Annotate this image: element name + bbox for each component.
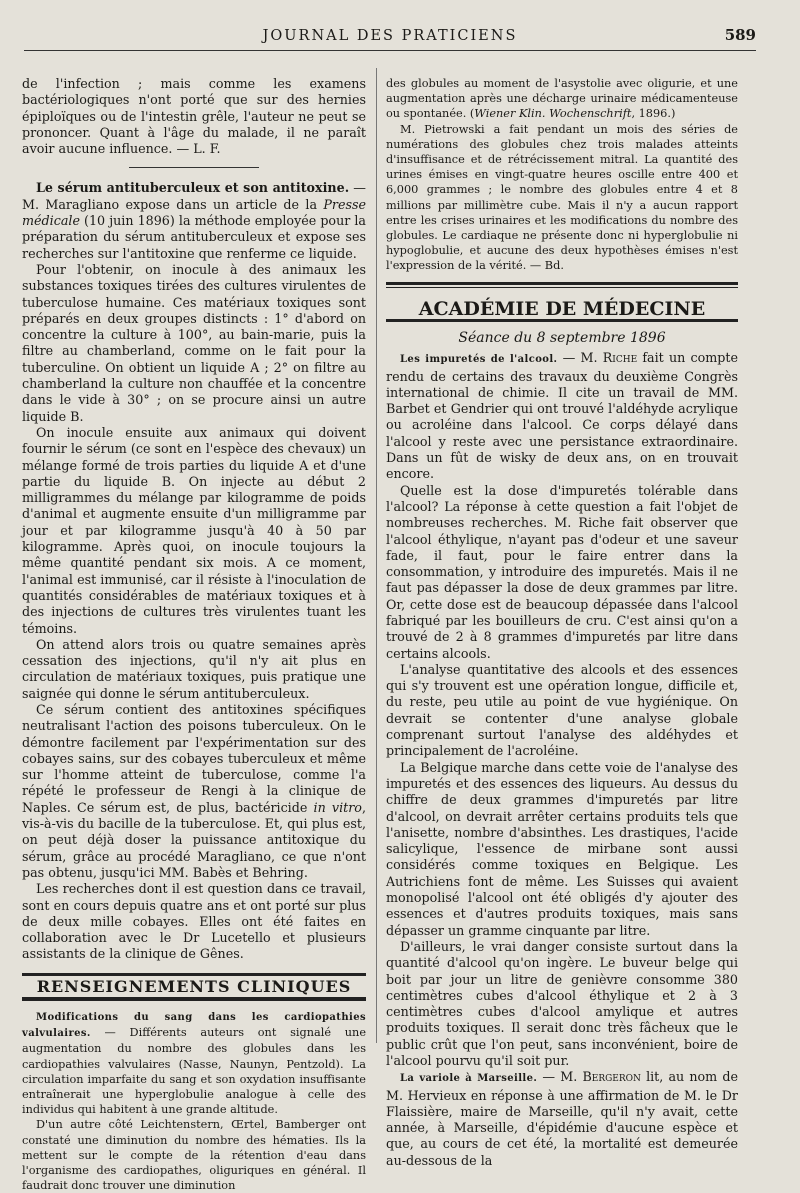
impuretes-paragraph-3: L'analyse quantitative des alcools et des essences qui s'y trouvent est une opération longue, difficile et, du reste, peu utile au point de vue hygiénique. On devrait se contenter d'une analyse globale comprenant surtout l'analyse des aldéhydes et principalement de l'acroléine. [386, 661, 738, 759]
serum-paragraph-6: Les recherches dont il est question dans ce travail, sont en cours depuis quatre ans et ont porté sur plus de deux mille cobayes. Elles ont été faites en collaboration avec le Dr Lucetello et plusieurs assistants de la clinique de Gênes. [22, 881, 366, 962]
impuretes-paragraph-2: Quelle est la dose d'impuretés tolérable dans l'alcool? La réponse à cette question a fait l'objet de nombreuses recherches. M. Riche fait observer que l'alcool éthylique, n'ayant pas d'odeur et une saveur fade, il faut, pour le faire entrer dans la consommation, y introduire des impuretés. Mais il ne faut pas dépasser la dose de deux grammes par litre. Or, cette dose est de beaucoup dépassée dans l'alcool fabriqué par les bouilleurs de cru. C'est ainsi qu'on a trouvé de 2 à 8 grammes d'impuretés par litre dans certains alcools. [386, 482, 738, 661]
impuretes-paragraph-1 [386, 350, 738, 482]
running-title: JOURNAL DES PRATICIENS [262, 28, 518, 44]
section-title-academie: ACADÉMIE DE MÉDECINE [386, 298, 738, 322]
serum-p1-journal: Presse médicale [22, 196, 366, 229]
modif-cont-reference: Wiener Klin. Wochenschrift [474, 107, 632, 121]
impuretes-paragraph-5: D'ailleurs, le vrai danger consiste surtout dans la quantité d'alcool qu'on ingère. Le buveur belge qui boit par jour un litre de genièvre consomme 380 centimètres cubes d'alcool éthylique et 2 à 3 centimètres cubes d'alcool amylique et autres produits toxiques. Il serait donc très fâcheux que le public crût que l'on peut, sans inconvénient, boire de l'alcool pourvu qu'il soit pur. [386, 938, 738, 1068]
serum-p5-italic: in vitro [313, 799, 362, 815]
serum-paragraph-2: Pour l'obtenir, on inocule à des animaux les substances toxiques tirées des cultures virulentes de tuberculose humaine. Ces matériaux toxiques sont préparés en deux groupes distincts : 1° d'abord on concentre la culture à 100°, au bain-marie, puis la filtre au chamberland, comme on le fait pour la tuberculine. On obtient un liquide A ; 2° on filtre au chamberland la culture non chauffée et la concentre dans le vide à 30° ; on se procure ainsi un autre liquide B. [22, 261, 366, 424]
serum-p5-rest: , vis-à-vis du bacille de la tuberculose. Et, qui plus est, on peut déjà doser la puissance antitoxique du sérum, grâce au procédé Maragliano, ce que n'ont pas obtenu, jusqu'ici MM. Babès et Behring. [22, 799, 366, 880]
section-title-renseignements: RENSEIGNEMENTS CLINIQUES [22, 973, 366, 1000]
modif-paragraph-2: D'un autre côté Leichtenstern, Œrtel, Bamberger ont constaté une diminution du nombre des hématies. Ils la mettent sur le compte de la rétention d'eau dans l'organisme des cardiopathes, oliguriques en général. Il faudrait donc trouver une diminution [22, 1118, 366, 1193]
variole-paragraph-1 [386, 1069, 738, 1169]
modif-article-title: Modifications du sang dans les cardiopathies valvulaires. [22, 1012, 366, 1040]
left-column [22, 76, 366, 1193]
modif-p1-text: — Différents auteurs ont signalé une augmentation du nombre des globules dans les cardiopathies valvulaires (Nasse, Naunyn, Pentzold). La circulation imparfaite du sang et son oxydation insuffisante entraînerait une hyperglobulie analogue à celle des individus qui habitent à une grande altitude. [22, 1026, 366, 1117]
column-divider [376, 68, 377, 1043]
section-title-rule [22, 1000, 366, 1001]
var-p1-rest: lit, au nom de M. Hervieux en réponse à une affirmation de M. le Dr Flaissière, maire de Marseille, qu'il n'y avait, cette année, à Marseille, d'épidémie d'aucune espèce et que, au cours de cet été, la mortalité est demeurée au-dessous de la [386, 1069, 738, 1168]
serum-paragraph-1 [22, 180, 366, 261]
var-p1-text: — M. [537, 1069, 583, 1085]
imp-p1-rest: fait un compte rendu de certains des travaux du deuxième Congrès international de chimie. Il cite un travail de MM. Barbet et Gendrier qui ont trouvé l'aldéhyde acrylique ou acroléine dans l'alcool. Ce corps délayé dans l'alcool y reste avec une persistance extraordinaire. Dans un fût de wisky de deux ans, on en trouvait encore. [386, 350, 738, 482]
serum-paragraph-4: On attend alors trois ou quatre semaines après cessation des injections, qu'il n'y ait plus en circulation de matériaux toxiques, puis pratique une saignée qui donne le sérum antituberculeux. [22, 636, 366, 701]
imp-p1-text: — M. [557, 350, 603, 366]
serum-p1-text: — M. Maragliano expose dans un article de la [22, 180, 366, 212]
serum-p1-rest: (10 juin 1896) la méthode employée pour la préparation du sérum antituberculeux et expose ses recherches sur l'antitoxine que renferme ce liquide. [22, 213, 366, 261]
modif-signature: — Bd. [529, 259, 564, 273]
infection-text: de l'infection ; mais comme les examens bactériologiques n'ont porté que sur des hernies épiploïques ou de l'intestin grêle, l'auteur ne peut se prononcer. Quant à l'âge du malade, il ne paraît avoir aucune influence. [22, 76, 366, 157]
impuretes-paragraph-4: La Belgique marche dans cette voie de l'analyse des impuretés et des essences des liqueurs. Au dessus du chiffre de deux grammes d'impuretés par litre d'alcool, on devrait arrêter certains produits tels que l'anisette, nombre d'absinthes. Les drastiques, l'acide salicylique, l'essence de mirbane sont aussi considérés comme toxiques en Belgique. Les Autrichiens font de même. Les Suisses qui avaient monopolisé l'alcool ont été obligés d'y ajouter des essences et d'autres produits toxiques, mais sans dépasser un gramme cinquante par litre. [386, 759, 738, 938]
var-p1-name: Bergeron [582, 1069, 641, 1085]
article-separator [129, 167, 259, 168]
serum-paragraph-3: On inocule ensuite aux animaux qui doivent fournir le sérum (ce sont en l'espèce des chevaux) un mélange formé de trois parties du liquide A et d'une partie du liquide B. On injecte au début 2 milligrammes du mélange par kilogramme de poids d'animal et augmente ensuite d'un milligramme par jour et par kilogramme jusqu'à 40 à 50 par kilogramme. Après quoi, on inocule toujours la même quantité pendant six mois. A ce moment, l'animal est immunisé, car il résiste à l'inoculation de quantités considérables de matériaux toxiques et à des injections de cultures très virulentes tuant les témoins. [22, 424, 366, 636]
modif-continuation [386, 76, 738, 122]
modif-cont-text: des globules au moment de l'asystolie avec oligurie, et une augmentation après une décharge urinaire médicamenteuse ou spontanée. ( [386, 77, 738, 121]
academie-top-rule [386, 282, 738, 285]
page-header [24, 24, 756, 51]
infection-signature: — L. F. [176, 141, 221, 157]
variole-article-title: La variole à Marseille. [400, 1073, 538, 1085]
academie-top-rule-thin [386, 287, 738, 288]
modif-cont-end: , 1896.) [631, 107, 676, 121]
serum-paragraph-5 [22, 702, 366, 881]
serum-article-title: Le sérum antituberculeux et son antitoxine. [36, 180, 350, 196]
modif-paragraph-3 [386, 122, 738, 274]
seance-date: Séance du 8 septembre 1896 [458, 329, 666, 346]
impuretes-article-title: Les impuretés de l'alcool. [400, 354, 558, 366]
modif-paragraph-1 [22, 1009, 366, 1117]
page-number: 589 [724, 26, 756, 44]
infection-paragraph [22, 76, 366, 157]
right-column [386, 76, 738, 1169]
serum-p5-text: Ce sérum contient des antitoxines spécifiques neutralisant l'action des poisons tuberculeux. On le démontre facilement par l'expérimentation sur des cobayes sains, sur des cobayes tuberculeux et même sur l'homme atteint de tuberculose, comme l'a répété le professeur de Rengi à la clinique de Naples. Ce sérum est, de plus, bactéricide [22, 701, 366, 815]
imp-p1-name: Riche [602, 350, 638, 366]
modif-p3-text: M. Pietrowski a fait pendant un mois des séries de numérations des globules chez trois malades atteints d'insuffisance et de rétrécissement mitral. La quantité des urines émises en vingt-quatre heures oscille entre 400 et 6,000 grammes ; le nombre des globules entre 4 et 8 millions par millimètre cube. Mais il n'y a aucun rapport entre les crises urinaires et les modifications du nombre des globules. Le cardiaque ne présente donc ni hyperglobulie ni hypoglobulie, et aucune des deux hypothèses émises n'est l'expression de la vérité. [386, 122, 738, 273]
